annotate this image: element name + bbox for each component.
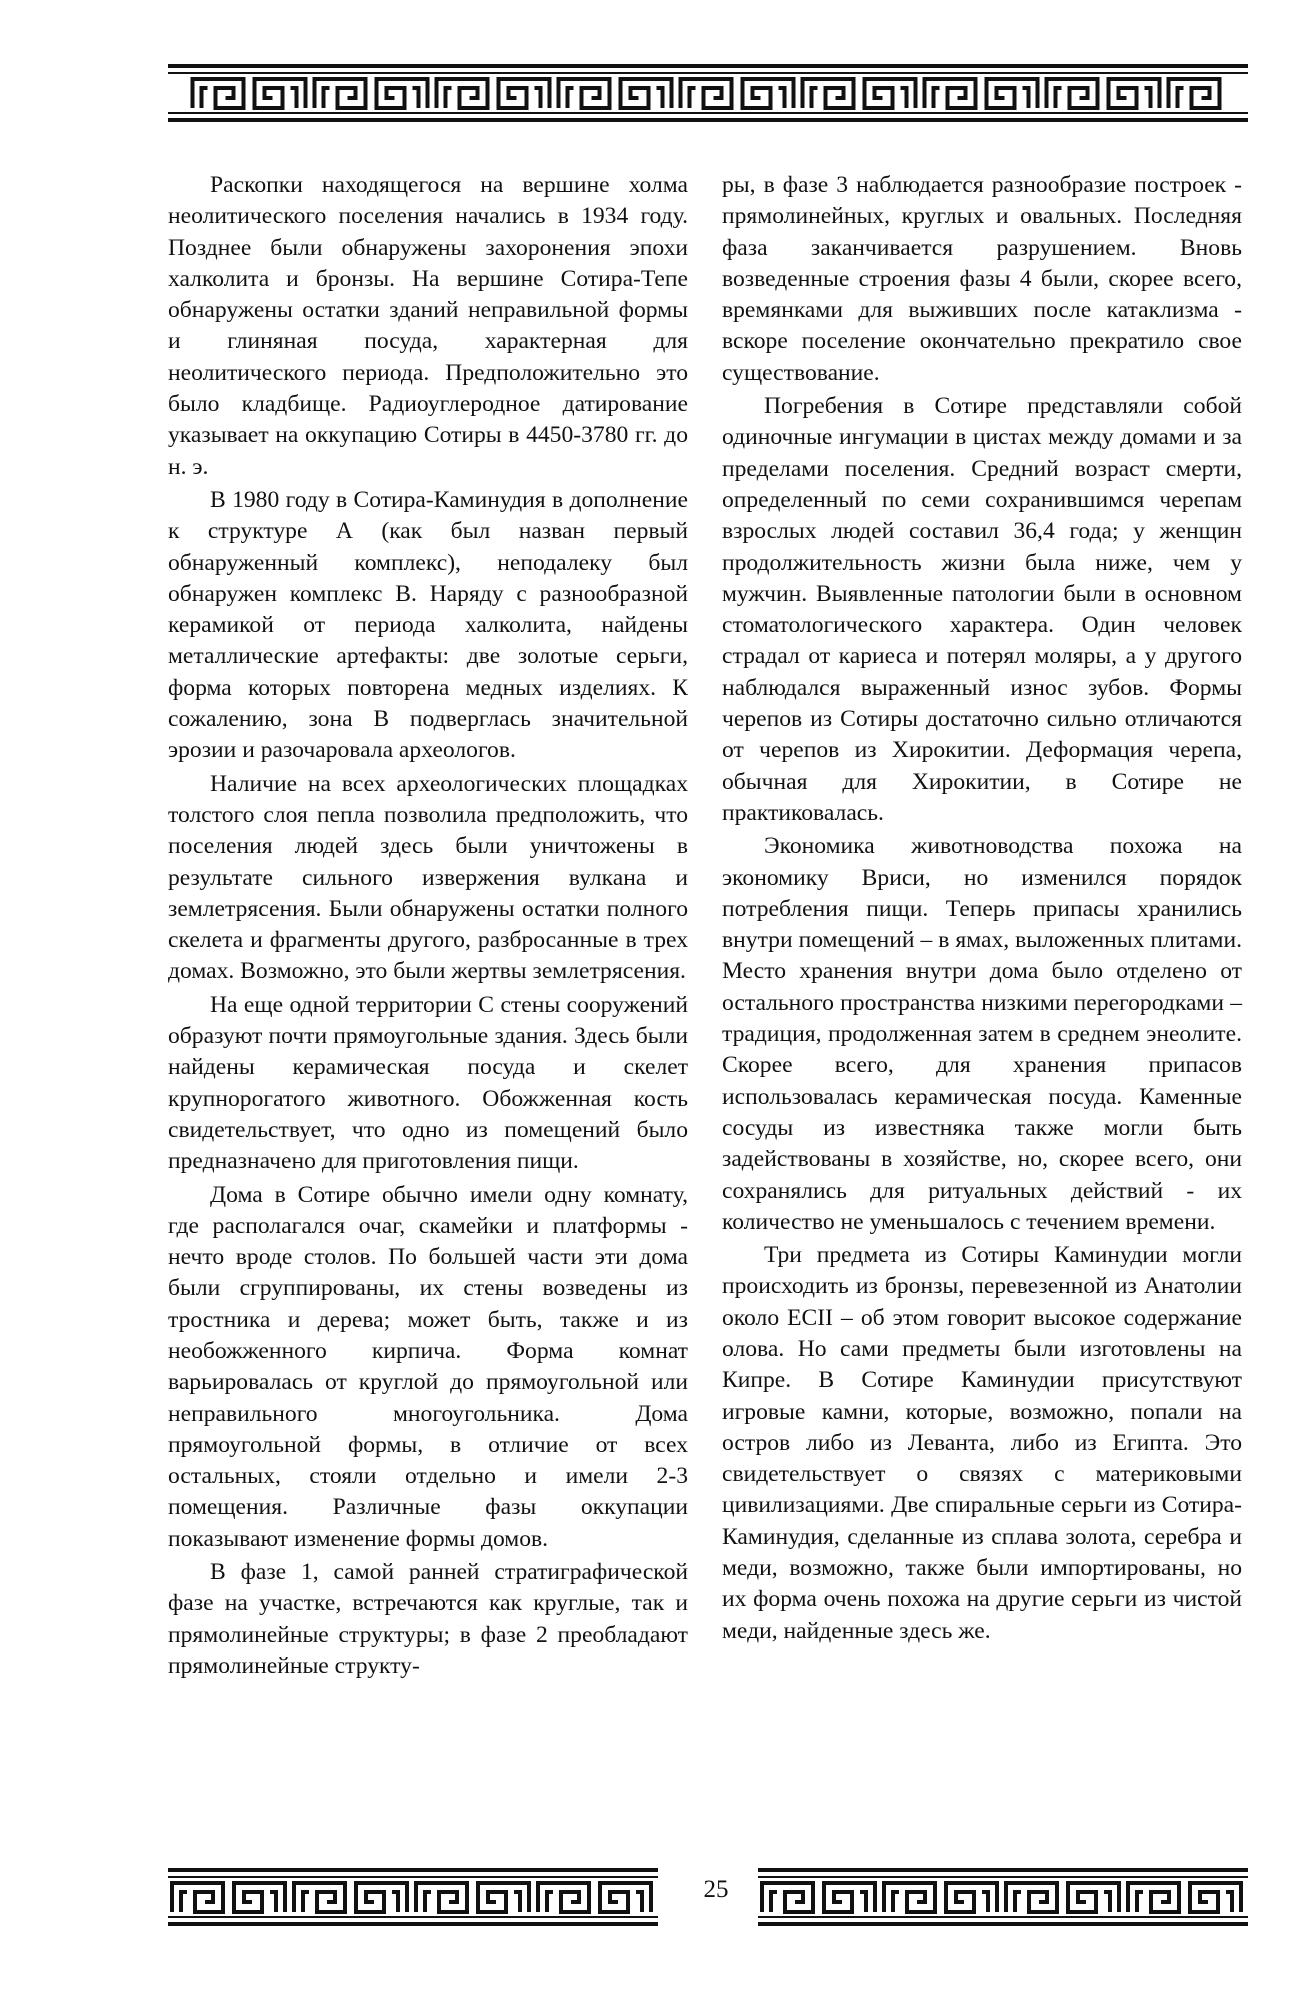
- paragraph: Раскопки находящегося на вершине холма неолитического поселения начались в 1934 году. Позднее были обнаружены захоронения эпохи халколита и бронзы. На вершине Сотира-Тепе обнаружены остатки зданий неправильной формы и глиняная посуда, характерная для неолитического периода. Предположительно это было кладбище. Радиоуглеродное датирование указывает на оккупацию Сотиры в 4450-3780 гг. до н. э.: [168, 172, 688, 480]
- paragraph: Экономика животноводства похожа на экономику Вриси, но изменился порядок потребления пищи. Теперь припасы хранились внутри помещений – в ямах, выложенных плитами. Место хранения внутри дома было отделено от остального пространства низкими перегородками – традиция, продолженная затем в среднем энеолите. Скорее всего, для хранения припасов использовалась керамическая посуда. Каменные сосуды из известняка также могли быть задействованы в хозяйстве, но, скорее всего, они сохранялись для ритуальных действий - их количество не уменьшалось с течением времени.: [722, 833, 1242, 1235]
- paragraph: Наличие на всех археологических площадках толстого слоя пепла позволила предположить, что поселения людей здесь были уничтожены в результате сильного извержения вулкана и землетрясения. Были обнаружены остатки полного скелета и фрагменты другого, разбросанные в трех домах. Возможно, это были жертвы землетрясения.: [168, 770, 688, 985]
- paragraph: Три предмета из Сотиры Каминудии могли происходить из бронзы, перевезенной из Анатолии около ECII – об этом говорит высокое содержание олова. Но сами предметы были изготовлены на Кипре. В Сотире Каминудии присутствуют игровые камни, которые, возможно, попали на остров либо из Леванта, либо из Египта. Это свидетельствует о связях с материковыми цивилизациями. Две спиральные серьги из Сотира-Каминудия, сделанные из сплава золота, серебра и меди, возможно, также были импортированы, но их форма очень похожа на другие серьги из чистой меди, найденные здесь же.: [722, 1242, 1242, 1644]
- greek-key-border-bottom-left: [168, 1868, 658, 1931]
- page-number: 25: [703, 1876, 729, 1903]
- paragraph: В фазе 1, самой ранней стратиграфической фазе на участке, встречаются как круглые, так и прямолинейные структуры; в фазе 2 преобладают прямолинейные структу-: [168, 1559, 688, 1679]
- paragraph: На еще одной территории С стены сооружений образуют почти прямоугольные здания. Здесь были найдены керамическая посуда и скелет крупнорогатого животного. Обожженная кость свидетельствует, что одно из помещений было предназначено для приготовления пищи.: [168, 991, 688, 1175]
- greek-key-border-top: [168, 64, 1248, 122]
- paragraph: ры, в фазе 3 наблюдается разнообразие построек - прямолинейных, круглых и овальных. Последняя фаза заканчивается разрушением. Вновь возведенные строения фазы 4 были, скорее всего, времянками для выживших после катаклизма - вскоре поселение окончательно прекратило свое существование.: [722, 172, 1242, 386]
- paragraph: Дома в Сотире обычно имели одну комнату, где располагался очаг, скамейки и платформы - нечто вроде столов. По большей части эти дома были сгруппированы, их стены возведены из тростника и дерева; может быть, также и из необожженного кирпича. Форма комнат варьировалась от круглой до прямоугольной или неправильного многоугольника. Дома прямоугольной формы, в отличие от всех остальных, стояли отдельно и имели 2-3 помещения. Различные фазы оккупации показывают изменение формы домов.: [168, 1181, 688, 1552]
- paragraph: Погребения в Сотире представляли собой одиночные ингумации в цистах между домами и за пределами поселения. Средний возраст смерти, определенный по семи сохранившимся черепам взрослых людей составил 36,4 года; у женщин продолжительность жизни была ниже, чем у мужчин. Выявленные патологии были в основном стоматологического характера. Один человек страдал от кариеса и потерял моляры, а у другого наблюдался выраженный износ зубов. Формы черепов из Сотиры достаточно сильно отличаются от черепов из Хирокитии. Деформация черепа, обычная для Хирокитии, в Сотире не практиковалась.: [722, 393, 1242, 826]
- text-column-right: [722, 170, 1242, 1649]
- greek-key-border-bottom-right: [758, 1868, 1248, 1931]
- text-column-left: [168, 170, 688, 1684]
- paragraph: В 1980 году в Сотира-Каминудия в дополнение к структуре А (как был назван первый обнаруженный комплекс), неподалеку был обнаружен комплекс В. Наряду с разнообразной керамикой от периода халколита, найдены металлические артефакты: две золотые серьги, форма которых повторена медных изделиях. К сожалению, зона В подверглась значительной эрозии и разочаровала археологов.: [168, 486, 688, 764]
